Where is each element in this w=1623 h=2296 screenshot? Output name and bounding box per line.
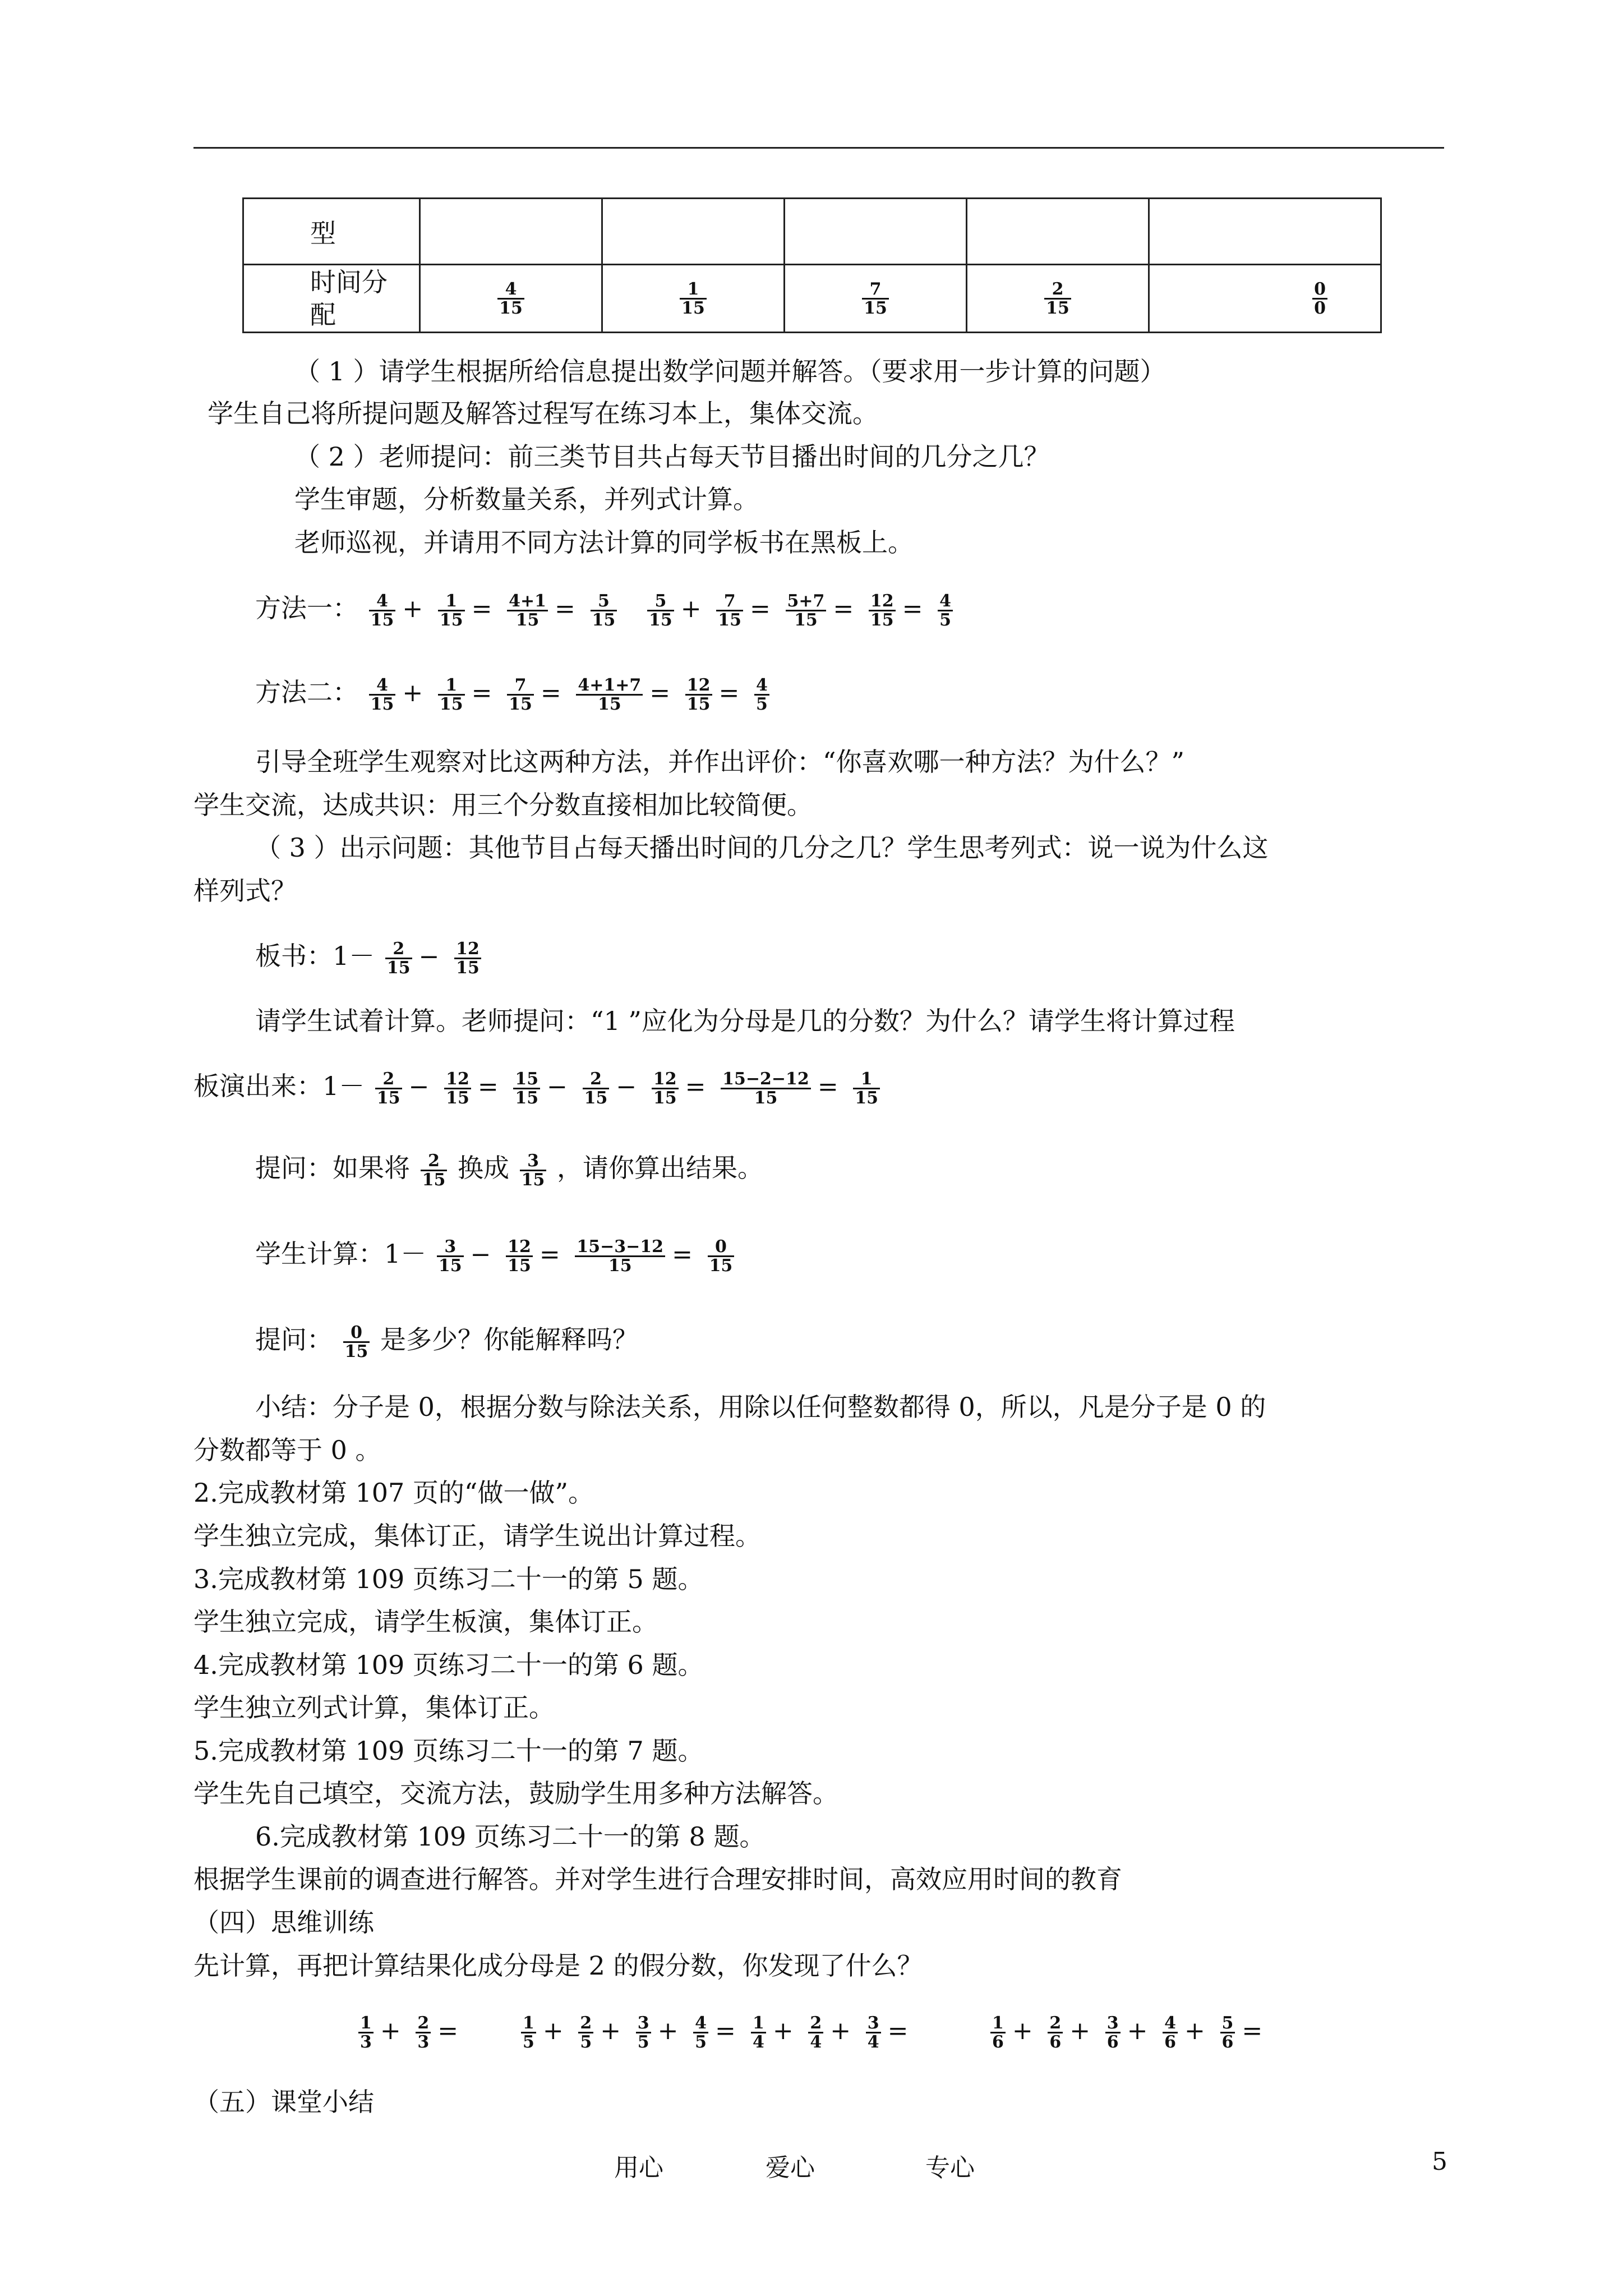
footer-text: 专心 <box>925 2154 975 2182</box>
text-line: 3.完成教材第 109 页练习二十一的第 5 题。 <box>193 1564 704 1594</box>
text-line: 样列式？ <box>193 876 297 906</box>
text-line: （ 3 ）出示问题：其他节目占每天播出时间的几分之几？学生思考列式：说一说为什么这 <box>255 832 1269 863</box>
method-2: 方法二： $\frac{4}{15}$ + $\frac{1}{15}$ = $\frac{7}{15}$ = $\frac{4+1+7}{15}$ = $\frac{12}{15}$ = $\frac{4}{5}$ <box>255 675 772 713</box>
section-heading: （五）课堂小结 <box>193 2087 374 2117</box>
exercise-3: $\frac{1}{4}$ + $\frac{2}{4}$ + $\frac{3}{4}$ = <box>749 2013 913 2051</box>
fraction: $\frac{1}{15}$ <box>680 280 707 317</box>
footer-text: 爱心 <box>766 2154 815 2182</box>
text-line: 学生交流，达成共识：用三个分数直接相加比较简便。 <box>193 790 813 820</box>
text-line: 学生自己将所提问题及解答过程写在练习本上，集体交流。 <box>208 398 878 429</box>
table-row <box>243 199 1381 265</box>
text-line: 引导全班学生观察对比这两种方法，并作出评价：“你喜欢哪一种方法？为什么？” <box>255 747 1185 777</box>
text-line: 小结：分子是 0，根据分数与除法关系，用除以任何整数都得 0，所以，凡是分子是 0 的 <box>255 1392 1266 1422</box>
fraction: $\frac{7}{15}$ <box>862 280 889 317</box>
row-label-time: 时间分 配 <box>243 265 420 333</box>
table-row <box>243 265 1381 333</box>
text-line: 6.完成教材第 109 页练习二十一的第 8 题。 <box>255 1821 766 1852</box>
page-number: 5 <box>1432 2147 1447 2176</box>
method-1b: $\frac{5}{15}$ + $\frac{7}{15}$ = $\frac{5+7}{15}$ = $\frac{12}{15}$ = $\frac{4}{5}$ <box>645 591 955 629</box>
text-line: 分数都等于 0 。 <box>193 1435 381 1465</box>
method-1: 方法一： $\frac{4}{15}$ + $\frac{1}{15}$ = $\frac{4+1}{15}$ = $\frac{5}{15}$ <box>255 591 619 629</box>
section-heading: （四）思维训练 <box>193 1907 374 1938</box>
exercise-2: $\frac{1}{5}$ + $\frac{2}{5}$ + $\frac{3}{5}$ + $\frac{4}{5}$ = <box>519 2013 740 2051</box>
exercise-1: $\frac{1}{3}$ + $\frac{2}{3}$ = <box>356 2013 463 2051</box>
time-allocation-table <box>242 197 1382 333</box>
text-line: 老师巡视，并请用不同方法计算的同学板书在黑板上。 <box>294 527 914 558</box>
question-line: 提问：如果将 $\frac{2}{15}$ 换成 $\frac{3}{15}$ ，请你算出结果。 <box>255 1151 763 1190</box>
text-line: 根据学生课前的调查进行解答。并对学生进行合理安排时间，高效应用时间的教育 <box>193 1864 1122 1894</box>
text-line: 学生独立完成，请学生板演，集体订正。 <box>193 1607 658 1637</box>
text-line: 学生审题，分析数量关系，并列式计算。 <box>294 484 759 514</box>
fraction: $\frac{0}{0}$ <box>1312 280 1327 317</box>
board-line: 板书：1－ $\frac{2}{15}$ − $\frac{12}{15}$ <box>255 939 483 977</box>
fraction: $\frac{2}{15}$ <box>1044 280 1071 317</box>
text-line: 5.完成教材第 109 页练习二十一的第 7 题。 <box>193 1736 704 1766</box>
text-line: 请学生试着计算。老师提问：“1 ”应化为分母是几的分数？为什么？请学生将计算过程 <box>255 1006 1235 1036</box>
footer-text: 用心 <box>614 2154 663 2182</box>
text-line: 学生独立完成，集体订正，请学生说出计算过程。 <box>193 1521 761 1551</box>
text-line: 学生先自己填空，交流方法，鼓励学生用多种方法解答。 <box>193 1778 838 1809</box>
text-line: （ 2 ）老师提问：前三类节目共占每天节目播出时间的几分之几？ <box>294 441 1050 472</box>
text-line: （ 1 ）请学生根据所给信息提出数学问题并解答。（要求用一步计算的问题） <box>294 356 1166 386</box>
board-calc-line: 板演出来：1－ $\frac{2}{15}$ − $\frac{12}{15}$ = $\frac{15}{15}$ − $\frac{2}{15}$ − $\frac{12}{15}$ = $\frac{15-2-12}{15}$ = $\frac{1}{15}$ <box>193 1069 882 1107</box>
header-rule <box>193 147 1444 149</box>
text-line: 学生独立列式计算，集体订正。 <box>193 1692 555 1723</box>
row-label-type: 型 <box>243 199 420 265</box>
student-calc-line: 学生计算：1－ $\frac{3}{15}$ − $\frac{12}{15}$ = $\frac{15-3-12}{15}$ = $\frac{0}{15}$ <box>255 1237 736 1274</box>
text-line: 先计算，再把计算结果化成分母是 2 的假分数，你发现了什么？ <box>193 1950 923 1981</box>
exercise-4: $\frac{1}{6}$ + $\frac{2}{6}$ + $\frac{3}{6}$ + $\frac{4}{6}$ + $\frac{5}{6}$ = <box>988 2013 1267 2051</box>
fraction: $\frac{4}{15}$ <box>497 280 524 317</box>
text-line: 2.完成教材第 107 页的“做一做”。 <box>193 1478 594 1508</box>
question-line: 提问： $\frac{0}{15}$ 是多少？你能解释吗？ <box>255 1322 638 1361</box>
text-line: 4.完成教材第 109 页练习二十一的第 6 题。 <box>193 1650 704 1680</box>
